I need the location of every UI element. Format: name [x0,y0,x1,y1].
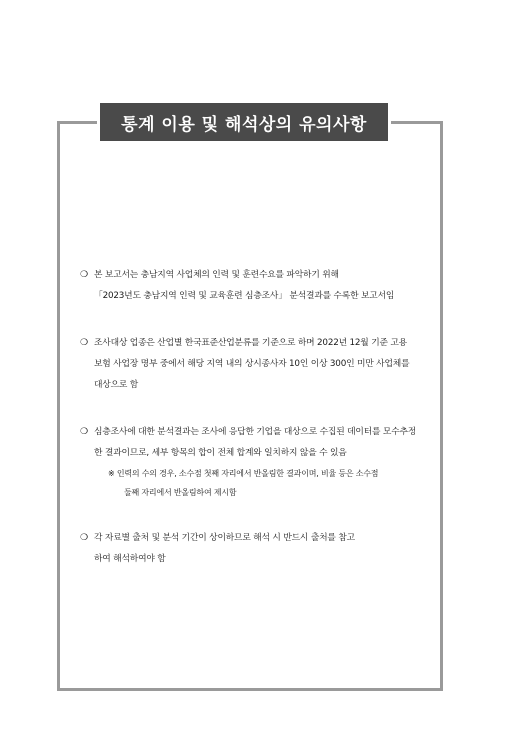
item-text: 조사대상 업종은 산업별 한국표준산업분류를 기준으로 하며 2022년 12월 기준 고용 [94,338,407,348]
list-item [80,333,430,396]
footnote-text: 둘째 자리에서 반올림하여 제시함 [124,488,237,497]
circle-bullet-icon: ❍ [80,533,88,543]
notice-list [80,265,430,596]
item-text: 한 결과이므로, 세부 항목의 합이 전체 합계와 일치하지 않을 수 있음 [94,448,347,458]
list-item [80,265,430,307]
circle-bullet-icon: ❍ [80,270,88,280]
circle-bullet-icon: ❍ [80,427,88,437]
list-item [80,422,430,502]
page-title: 통계 이용 및 해석상의 유의사항 [100,103,388,141]
item-text: 「2023년도 충남지역 인력 및 교육훈련 심층조사」 분석결과를 수록한 보고서임 [94,291,395,301]
item-text: 대상으로 함 [94,380,139,390]
footnote-text: ※ 인력의 수의 경우, 소수점 첫째 자리에서 반올림한 결과이며, 비율 등은 소수점 [108,469,379,478]
list-item [80,528,430,570]
item-text: 본 보고서는 충남지역 사업체의 인력 및 훈련수요를 파악하기 위해 [94,270,339,280]
circle-bullet-icon: ❍ [80,338,88,348]
item-text: 하여 해석하여야 함 [94,554,166,564]
item-text: 심층조사에 대한 분석결과는 조사에 응답한 기업을 대상으로 수집된 데이터를 모수추정 [94,427,417,437]
item-text: 보험 사업장 명부 중에서 해당 지역 내의 상시종사자 10인 이상 300인 미만 사업체를 [94,359,410,369]
item-text: 각 자료별 출처 및 분석 기간이 상이하므로 해석 시 반드시 출처를 참고 [94,533,355,543]
